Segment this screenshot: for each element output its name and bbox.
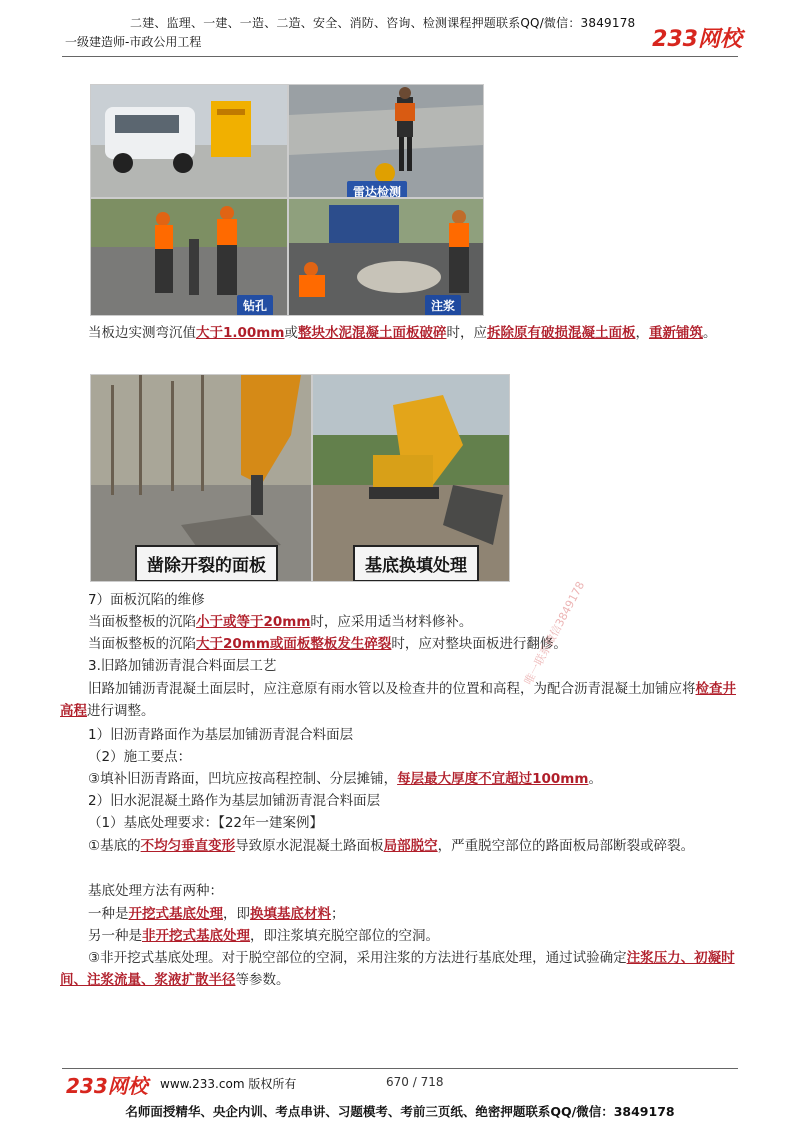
line-fill-potholes [60, 768, 738, 790]
line-20-text-a: 另一种是 [88, 928, 142, 944]
footer-divider [62, 1068, 738, 1069]
radar-label: 雷达检测 [347, 181, 407, 198]
line-12-text: 1）旧沥青路面作为基层加铺沥青混合料面层 [88, 727, 354, 743]
line-sinking-small [60, 611, 738, 633]
line-manhole-adjust [60, 678, 738, 722]
p1-emph-deflection: 大于1.00mm [196, 325, 285, 341]
line-19-text-c: ； [331, 906, 345, 922]
footer-contact-line: 名师面授精华、央企内训、考点串讲、习题模考、考前三页纸、绝密押题联系QQ/微信：3849178 [125, 1104, 675, 1119]
line-19-emph-1: 开挖式基底处理 [128, 906, 223, 922]
line-10-text: 3.旧路加铺沥青混合料面层工艺 [88, 658, 277, 674]
line-9-text-a: 当面板整板的沉陷 [88, 636, 196, 652]
line-11-text-a: 旧路加铺沥青混凝土面层时，应注意原有雨水管以及检查井的位置和高程，为配合沥青混凝土加铺应将 [88, 681, 696, 697]
line-20-emph: 非开挖式基底处理 [142, 928, 250, 944]
footer-logo: 233网校 [66, 1074, 148, 1098]
p1-text-1: 当板边实测弯沉值 [88, 325, 196, 341]
p1-emph-slab-broken: 整块水泥混凝土面板破碎 [297, 325, 447, 341]
line-17-emph-2: 局部脱空 [383, 838, 438, 854]
drill-label: 钻孔 [237, 295, 273, 316]
line-19-text-a: 一种是 [88, 906, 129, 922]
photo-breaking-slab [90, 374, 312, 582]
breaking-slab-label: 凿除开裂的面板 [135, 545, 278, 582]
paragraph-slab-replacement [60, 322, 738, 344]
line-17-text-c: ，严重脱空部位的路面板局部断裂或碎裂。 [437, 838, 695, 854]
line-8-emph: 小于或等于20mm [196, 614, 311, 630]
line-17-text-a: ①基底的 [88, 838, 141, 854]
line-overlay-process-title [60, 655, 738, 677]
line-21-text-b: 等参数。 [235, 972, 290, 988]
line-old-concrete-base [60, 790, 738, 812]
line-11-emph: 检查井高程 [60, 681, 736, 719]
line-17-emph-1: 不均匀垂直变形 [140, 838, 236, 854]
line-21-emph: 注浆压力、初凝时间、注浆流量、浆液扩散半径 [60, 950, 735, 988]
p1-emph-remove-slab: 拆除原有破损混凝土面板 [486, 325, 636, 341]
p1-text-5: 。 [702, 325, 717, 341]
radar-scene-image [91, 85, 287, 197]
photo-drilling [90, 198, 288, 316]
line-non-excavation-method [60, 925, 738, 947]
line-9-text-b: 时，应对整块面板进行翻修。 [391, 636, 567, 652]
line-14-text-a: ③填补旧沥青路面，凹坑应按高程控制、分层摊铺， [88, 771, 398, 787]
line-slab-sinking-title [60, 589, 738, 611]
p1-emph-repave: 重新铺筑 [648, 325, 703, 341]
line-8-text-a: 当面板整板的沉陷 [88, 614, 196, 630]
line-16-text: （1）基底处理要求：【22年一建案例】 [88, 815, 324, 831]
base-replacement-label: 基底换填处理 [353, 545, 479, 582]
photo-radar-inspection [90, 84, 288, 198]
grout-label: 注浆 [425, 295, 461, 316]
photo-base-replacement [312, 374, 510, 582]
line-old-asphalt-base [60, 724, 738, 746]
line-18-text: 基底处理方法有两种： [88, 883, 223, 899]
line-14-emph: 每层最大厚度不宜超过100mm [397, 771, 589, 787]
line-7-text: 7）面板沉陷的维修 [88, 592, 205, 608]
line-17-text-b: 导致原水泥混凝土路面板 [235, 838, 384, 854]
line-excavation-method [60, 903, 738, 925]
line-14-text-b: 。 [588, 771, 602, 787]
line-8-text-b: 时，应采用适当材料修补。 [310, 614, 473, 630]
line-19-text-b: ，即 [223, 906, 250, 922]
line-19-emph-2: 换填基底材料 [250, 906, 331, 922]
line-grouting-params [60, 947, 738, 991]
line-11-text-b: 进行调整。 [87, 703, 155, 719]
line-9-emph: 大于20mm或面板整板发生碎裂 [196, 636, 392, 652]
photo-radar-worker [288, 84, 484, 198]
photo-grouting [288, 198, 484, 316]
footer-copyright: www.233.com 版权所有 [160, 1077, 297, 1091]
line-two-methods [60, 880, 738, 902]
brand-logo: 233网校 [652, 27, 742, 52]
p1-text-3: 时，应 [446, 325, 487, 341]
line-13-text: （2）施工要点： [88, 749, 192, 765]
header-subject-title: 一级建造师-市政公用工程 [65, 35, 202, 49]
watermark: 唯一联系微信3849178 [521, 579, 588, 688]
line-uneven-settlement [60, 835, 738, 857]
page-number: 670 / 718 [386, 1075, 444, 1089]
line-15-text: 2）旧水泥混凝土路作为基层加铺沥青混合料面层 [88, 793, 381, 809]
p1-text-4: ， [635, 325, 649, 341]
line-21-text-a: ③非开挖式基底处理。对于脱空部位的空洞，采用注浆的方法进行基底处理，通过试验确定 [88, 950, 627, 966]
header-contact-line: 二建、监理、一建、一造、二造、安全、消防、咨询、检测课程押题联系QQ/微信：3849178 [130, 16, 636, 30]
line-20-text-b: ，即注浆填充脱空部位的空洞。 [250, 928, 439, 944]
p1-text-2: 或 [284, 325, 298, 341]
line-sinking-large [60, 633, 738, 655]
line-construction-points [60, 746, 738, 768]
line-base-requirements [60, 812, 738, 834]
header-divider [62, 56, 738, 57]
